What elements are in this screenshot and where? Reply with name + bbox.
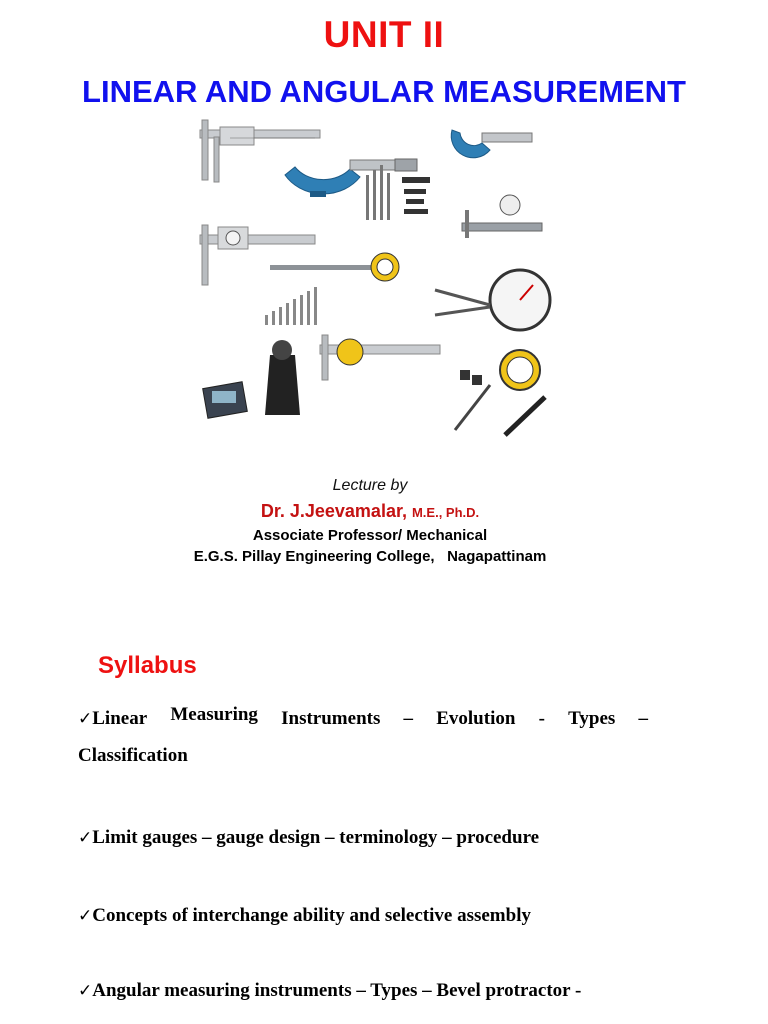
- author-designation: Associate Professor/ Mechanical: [252, 527, 488, 544]
- syllabus-heading: Syllabus: [98, 652, 197, 679]
- syllabus-item-4: [78, 980, 648, 1002]
- dial-indicator-icon: [435, 270, 550, 330]
- syllabus-item-1: [78, 704, 648, 730]
- dial-thickness-gauge-icon: [462, 195, 542, 238]
- plug-gauges-icon: [402, 177, 430, 214]
- syllabus-item-1-word: –: [638, 708, 648, 729]
- author-degrees: M.E., Ph.D.: [411, 505, 480, 520]
- check-icon: ✓: [78, 709, 93, 729]
- author-name: Dr. J.Jeevamalar,: [260, 501, 412, 521]
- syllabus-item-2-text: Limit gauges – gauge design – terminology – procedure: [92, 827, 540, 848]
- check-icon: ✓: [78, 981, 93, 1001]
- syllabus-item-1-word: Instruments: [281, 708, 381, 729]
- micrometer-icon: [285, 159, 417, 197]
- page-subtitle: LINEAR AND ANGULAR MEASUREMENT: [82, 74, 686, 109]
- unit-title: UNIT II: [323, 14, 445, 55]
- syllabus-item-1-word: Evolution: [436, 708, 516, 729]
- slip-gauges-icon: [265, 287, 317, 325]
- syllabus-item-3: [78, 905, 648, 927]
- author-line: [0, 501, 740, 522]
- surface-tester-icon: [203, 340, 300, 418]
- syllabus-item-1-word: -: [538, 708, 545, 729]
- syllabus-item-1-word: ✓Linear: [78, 708, 148, 729]
- college-name: E.G.S. Pillay Engineering College, Nagapattinam: [193, 548, 547, 565]
- bore-gauge-icon: [270, 253, 399, 281]
- syllabus-item-1-word: –: [403, 708, 414, 729]
- dial-caliper-icon: [200, 225, 315, 285]
- micrometer-top-right-icon: [451, 130, 532, 158]
- syllabus-item-3-text: Concepts of interchange ability and selective assembly: [92, 905, 531, 926]
- test-indicator-icon: [455, 350, 545, 435]
- syllabus-item-1-continued: Classification: [78, 745, 188, 766]
- vernier-caliper-icon: [200, 120, 320, 182]
- syllabus-item-1-word: Types: [568, 708, 616, 729]
- check-icon: ✓: [78, 906, 93, 926]
- check-icon: ✓: [78, 828, 93, 848]
- syllabus-item-4-text: Angular measuring instruments – Types – Bevel protractor -: [92, 980, 582, 1001]
- lecture-by-label: Lecture by: [332, 477, 408, 494]
- gauge-pins-icon: [366, 165, 390, 220]
- yellow-dial-caliper-icon: [320, 335, 440, 380]
- measuring-instruments-illustration: [190, 115, 560, 445]
- syllabus-item-2: [78, 827, 648, 849]
- syllabus-item-1-word: Measuring: [170, 704, 258, 725]
